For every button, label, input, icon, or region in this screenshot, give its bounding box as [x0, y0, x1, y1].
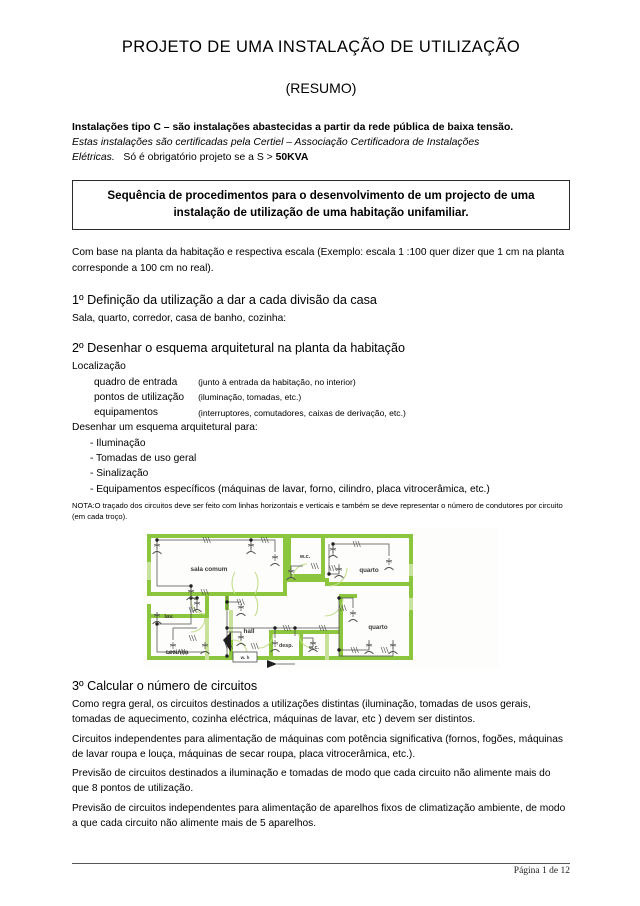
- callout-line-2: instalação de utilização de uma habitação unifamiliar.: [173, 205, 469, 219]
- draw-item-3: - Equipamentos específicos (máquinas de lavar, forno, cilindro, placa vitrocerâmica, etc.): [90, 483, 490, 495]
- section-3-paragraph-0: Como regra geral, os circuitos destinados a utilizações distintas (iluminação, tomadas de usos gerais, tomadas de aquecimento, cozinha eléctrica, máquinas de lavar, etc ) devem ser distintos.: [72, 698, 531, 726]
- floor-plan-svg: [143, 528, 499, 668]
- section-1-subtitle: Sala, quarto, corredor, casa de banho, cozinha:: [72, 312, 287, 324]
- section-2-heading: 2º Desenhar o esquema arquitetural na planta da habitação: [72, 341, 405, 356]
- intro-line-1: Instalações tipo C – são instalações abastecidas a partir da rede pública de baixa tensão.: [72, 121, 514, 133]
- localizacao-label-0: quadro de entrada: [94, 376, 178, 388]
- section-3-paragraph-3: Previsão de circuitos independentes para alimentação de aparelhos fixos de climatização ambiente, de modo a que cada circuito não alimente mais de 5 aparelhos.: [72, 802, 566, 829]
- room-label-desp: desp.: [278, 642, 294, 649]
- floor-plan-image: [143, 528, 499, 668]
- list-item: [72, 390, 406, 405]
- intro-line-2: Estas instalações são certificadas pela Certiel – Associação Certificadora de Instalações: [72, 136, 480, 148]
- room-label-wc-top: w.c.: [299, 553, 311, 560]
- draw-item-0: - Iluminação: [90, 437, 146, 449]
- page-footer: [72, 863, 570, 876]
- localizacao-list: [72, 375, 406, 421]
- room-label-cozinha: cozinha: [165, 648, 189, 656]
- callout-line-1: Sequência de procedimentos para o desenvolvimento de um projecto de uma: [107, 188, 535, 202]
- room-label-lav: lav.: [164, 613, 174, 620]
- room-label-hall: hall: [243, 627, 255, 635]
- localizacao-detail-1: (iluminação, tomadas, etc.): [198, 392, 302, 403]
- section-1-heading: 1º Definição da utilização a dar a cada divisão da casa: [72, 292, 377, 307]
- section-2-subtitle: Localização: [72, 361, 126, 373]
- nota-text: NOTA:O traçado dos circuitos deve ser feito com linhas horizontais e verticais e também se deve representar o número de condutores por circuito (em cada troço).: [72, 500, 563, 521]
- section-3-paragraph-1: Circuitos independentes para alimentação de máquinas com potência significativa (fornos, fogões, máquinas de lavar roupa e louça, máquinas de secar roupa, placa vitrocerâmica, etc.).: [72, 733, 563, 760]
- localizacao-detail-2: (interruptores, comutadores, caixas de derivação, etc.): [198, 407, 406, 418]
- list-item: [72, 405, 406, 420]
- intro-line-3: [72, 150, 570, 165]
- scale-note: Com base na planta da habitação e respectiva escala (Exemplo: escala 1 :100 quer dizer que 1 cm na planta corresponde a 100 cm no real).: [72, 247, 565, 274]
- draw-item-1: - Tomadas de uso geral: [90, 453, 197, 465]
- callout-box: [72, 180, 570, 231]
- draw-scheme-intro: Desenhar um esquema arquitetural para:: [72, 422, 258, 434]
- room-label-quarto-top: quarto: [359, 566, 379, 574]
- room-label-quarto-bottom: quarto: [368, 623, 388, 631]
- room-label-wc-bottom: w.c.: [309, 644, 319, 651]
- footer-divider: [72, 863, 570, 864]
- intro-line-3-plain: Só é obrigatório projeto se a S >: [123, 152, 273, 164]
- intro-line-3-value: 50KVA: [275, 152, 309, 164]
- room-label-quadro: w. h: [240, 654, 250, 660]
- intro-line-3-italic: Elétricas.: [72, 152, 115, 164]
- localizacao-label-2: equipamentos: [94, 407, 159, 419]
- draw-item-2: - Sinalização: [90, 468, 149, 480]
- page-subtitle: (RESUMO): [285, 79, 357, 96]
- intro-paragraph: [72, 120, 570, 166]
- localizacao-detail-0: (junto à entrada da habitação, no interior): [198, 377, 356, 388]
- section-3-paragraph-2: Previsão de circuitos destinados a iluminação e tomadas de modo que cada circuito não alimente mais do que 8 pontos de utilização.: [72, 768, 551, 795]
- room-label-sala: sala comum: [190, 565, 228, 573]
- page-title: PROJETO DE UMA INSTALAÇÃO DE UTILIZAÇÃO: [121, 38, 521, 56]
- section-3-heading: 3º Calcular o número de circuitos: [72, 678, 258, 693]
- localizacao-label-1: pontos de utilização: [94, 391, 185, 403]
- list-item: [72, 375, 406, 390]
- page-number: Página 1 de 12: [513, 866, 570, 876]
- floor-plan-figure: [72, 528, 570, 668]
